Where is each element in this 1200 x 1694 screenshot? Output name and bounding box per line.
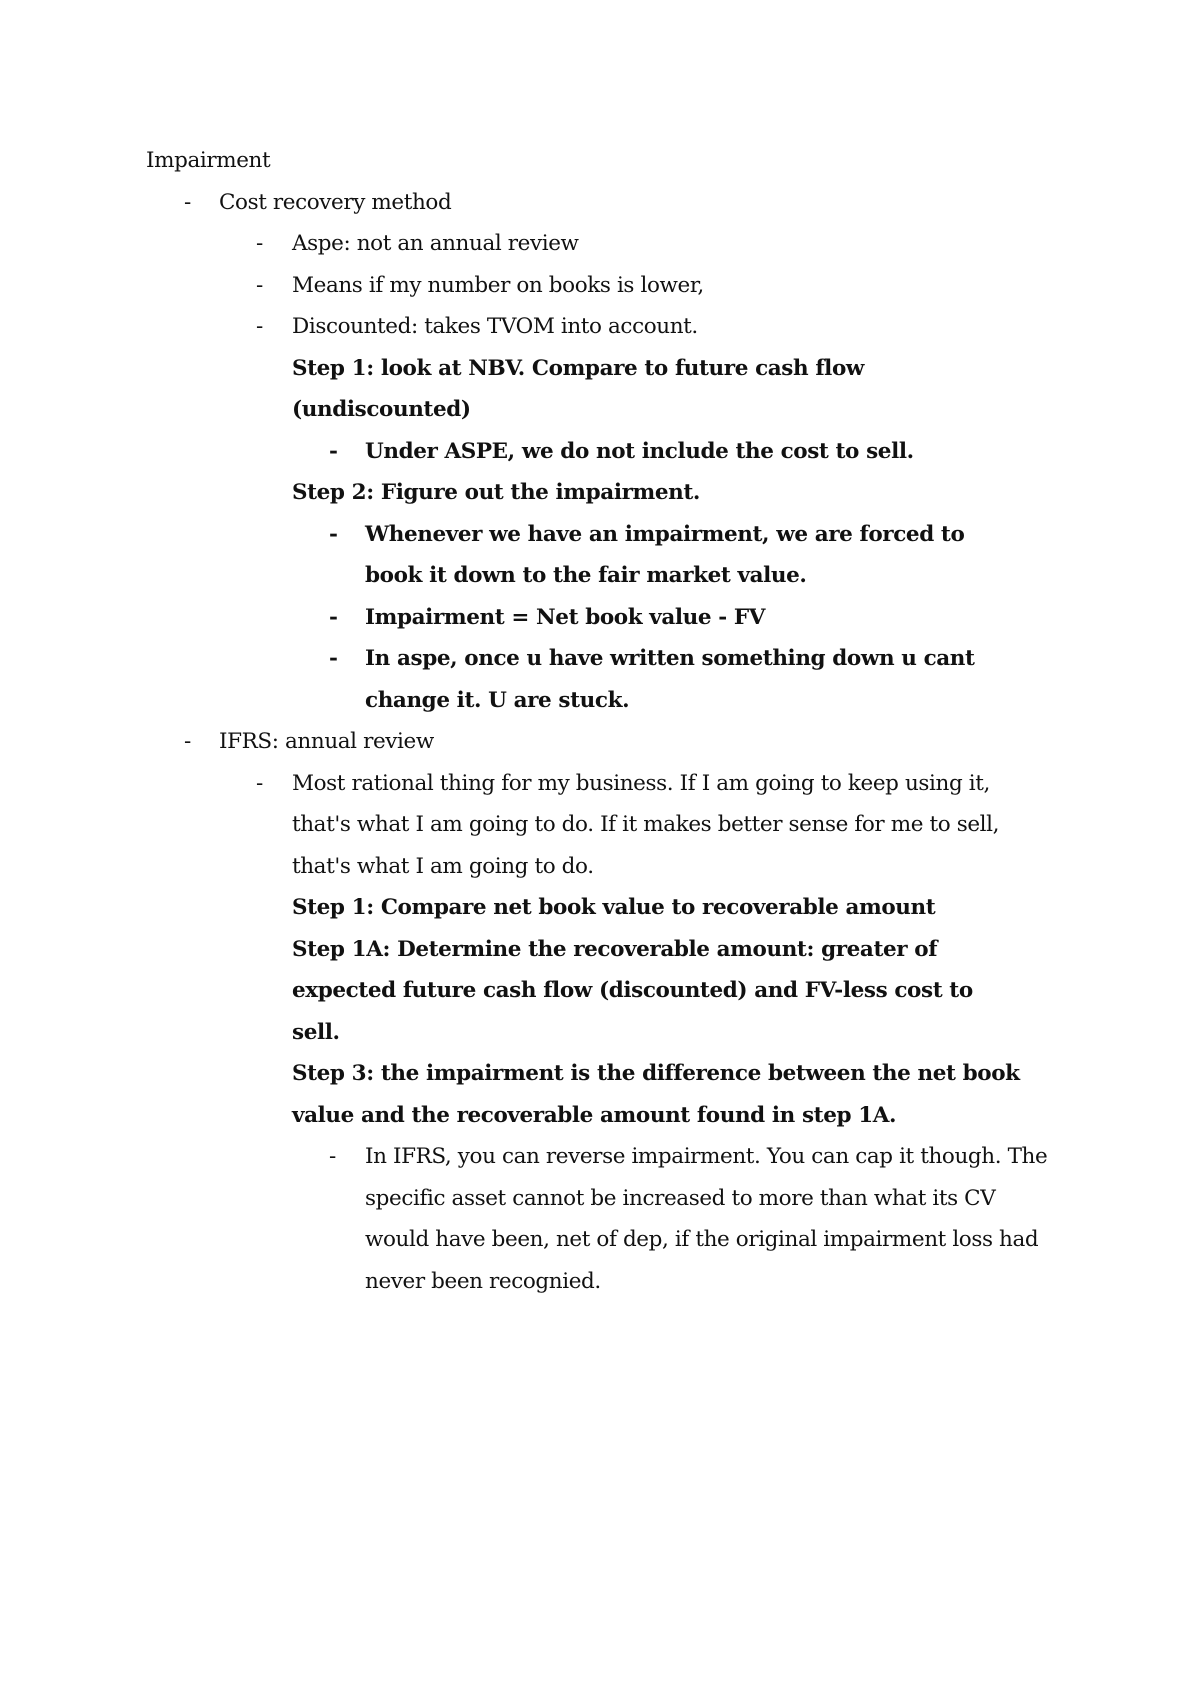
bullet-dash: - xyxy=(184,189,192,215)
list-item: In IFRS, you can reverse impairment. You can cap it though. The xyxy=(365,1144,1048,1169)
list-item: Most rational thing for my business. If I am going to keep using it, xyxy=(292,770,990,796)
ifrs-heading: IFRS: annual review xyxy=(219,729,434,754)
step-line: Step 1: Compare net book value to recoverable amount xyxy=(292,895,936,920)
list-item: that's what I am going to do. xyxy=(292,853,594,879)
bullet-dash: - xyxy=(329,438,338,464)
aspe-step-2 xyxy=(146,472,1086,514)
list-item: Impairment = Net book value - FV xyxy=(365,604,766,630)
list-item: would have been, net of dep, if the original impairment loss had xyxy=(365,1227,1039,1252)
step-line: Step 1: look at NBV. Compare to future cash flow xyxy=(292,355,864,381)
document-title: Impairment xyxy=(146,148,271,173)
step-line: (undiscounted) xyxy=(292,397,471,422)
bullet-book-down xyxy=(146,514,1086,597)
list-item: change it. U are stuck. xyxy=(365,687,630,713)
list-item: Discounted: takes TVOM into account. xyxy=(292,314,698,339)
step-line: Step 2: Figure out the impairment. xyxy=(292,480,700,505)
bullet-dash: - xyxy=(329,646,338,671)
bullet-ifrs-reverse xyxy=(146,1136,1086,1302)
bullet-discounted xyxy=(146,306,1086,348)
step-line: sell. xyxy=(292,1019,340,1045)
list-item: that's what I am going to do. If it makes better sense for me to sell, xyxy=(292,812,1000,837)
bullet-dash: - xyxy=(256,770,264,796)
bullet-aspe-cost-to-sell xyxy=(146,431,1086,473)
step-line: value and the recoverable amount found in step 1A. xyxy=(292,1102,897,1128)
bullet-cost-recovery xyxy=(146,182,1086,224)
bullet-most-rational xyxy=(146,763,1086,888)
bullet-dash: - xyxy=(256,314,264,339)
bullet-dash: - xyxy=(256,231,264,256)
list-item: Means if my number on books is lower, xyxy=(292,272,704,298)
step-line: expected future cash flow (discounted) and FV-less cost to xyxy=(292,978,973,1003)
cost-recovery-heading: Cost recovery method xyxy=(219,189,452,215)
list-item: Aspe: not an annual review xyxy=(292,231,579,256)
list-item: In aspe, once u have written something down u cant xyxy=(365,646,975,671)
aspe-step-1 xyxy=(146,348,1086,431)
step-line: Step 3: the impairment is the difference between the net book xyxy=(292,1061,1020,1086)
bullet-dash: - xyxy=(329,1144,337,1169)
bullet-aspe-stuck xyxy=(146,638,1086,721)
ifrs-steps xyxy=(146,887,1086,1136)
bullet-means xyxy=(146,265,1086,307)
list-item: specific asset cannot be increased to more than what its CV xyxy=(365,1185,996,1211)
document-content xyxy=(146,140,1086,1302)
list-item: Whenever we have an impairment, we are forced to xyxy=(365,521,965,547)
bullet-aspe xyxy=(146,223,1086,265)
bullet-dash: - xyxy=(184,729,192,754)
list-item: Under ASPE, we do not include the cost to sell. xyxy=(365,438,914,464)
bullet-ifrs xyxy=(146,721,1086,763)
bullet-dash: - xyxy=(256,272,264,298)
list-item: book it down to the fair market value. xyxy=(365,563,807,588)
bullet-dash: - xyxy=(329,521,338,547)
step-line: Step 1A: Determine the recoverable amount: greater of xyxy=(292,936,938,962)
list-item: never been recognied. xyxy=(365,1268,601,1294)
bullet-impairment-formula xyxy=(146,597,1086,639)
bullet-dash: - xyxy=(329,604,338,630)
